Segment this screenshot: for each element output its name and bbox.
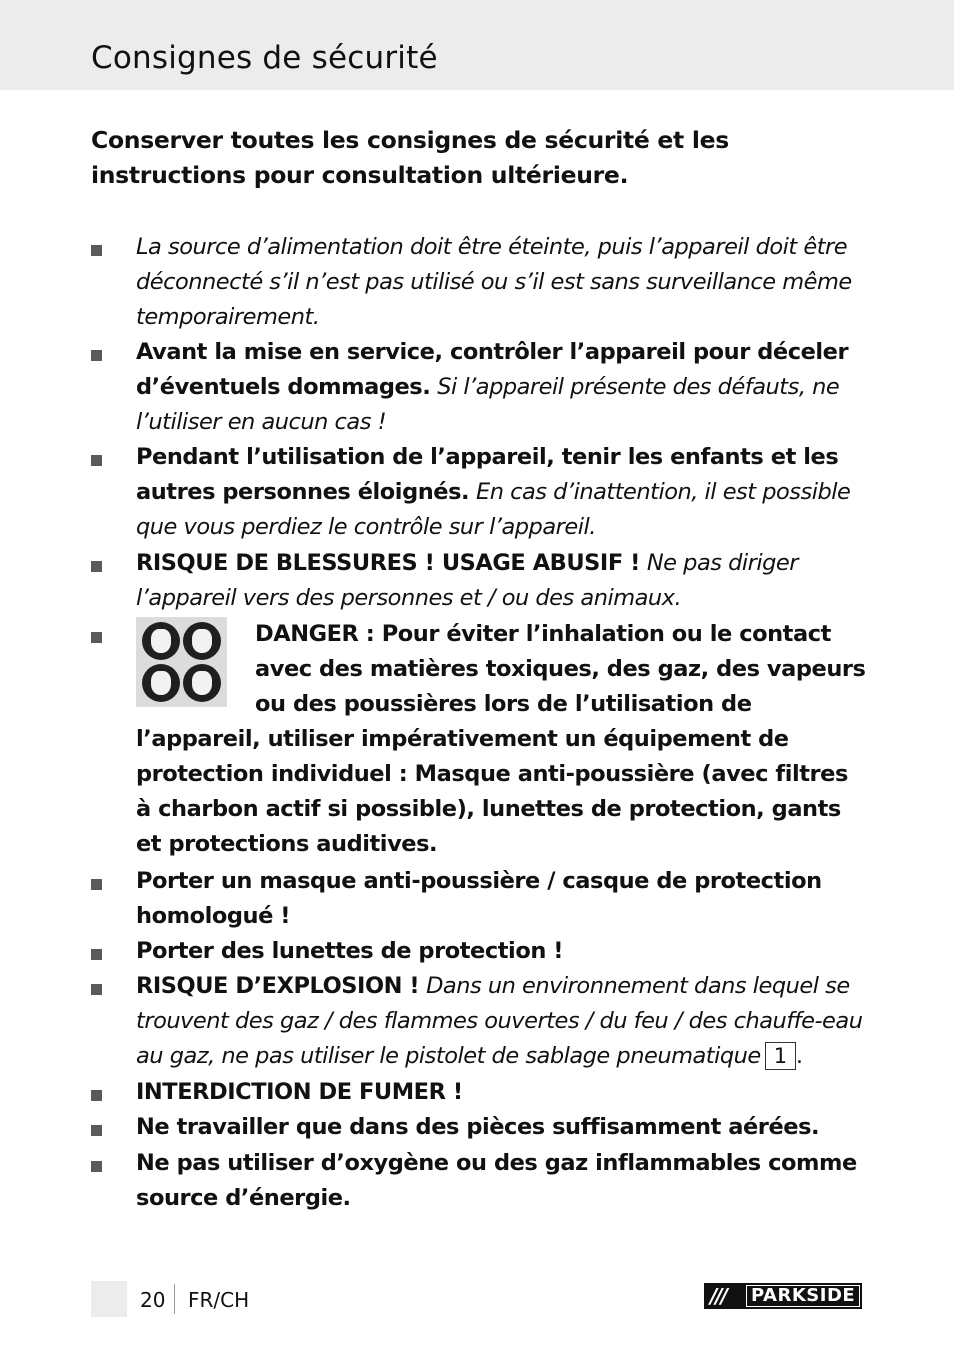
bullet-icon <box>91 632 102 643</box>
list-item <box>136 440 876 545</box>
item-text-bold: Porter un masque anti-poussière / casque de protection homologué ! <box>136 868 822 929</box>
list-item <box>136 1146 876 1216</box>
list-item <box>136 546 876 616</box>
item-text-italic: En cas d’inattention, il est possible que vous perdiez le contrôle sur l’appareil. <box>136 479 851 540</box>
list-item <box>136 617 866 862</box>
bullet-icon <box>91 455 102 466</box>
item-text-bold: Avant la mise en service, contrôler l’appareil pour déceler d’éventuels dommages. <box>136 339 849 400</box>
list-item <box>136 230 876 335</box>
list-item <box>136 335 876 440</box>
bullet-icon <box>91 350 102 361</box>
brand-logo <box>704 1283 862 1309</box>
intro-text: Conserver toutes les consignes de sécurité et les instructions pour consultation ultérieure. <box>91 126 729 189</box>
ppe-pictogram-icon <box>136 617 227 707</box>
list-item <box>136 1075 876 1110</box>
item-text-bold: RISQUE DE BLESSURES ! USAGE ABUSIF ! <box>136 550 640 576</box>
list-item <box>136 969 876 1074</box>
dust-mask-icon <box>142 622 180 660</box>
page-title: Consignes de sécurité <box>91 40 438 76</box>
brand-name: PARKSIDE <box>746 1285 860 1307</box>
item-text-bold: Porter des lunettes de protection ! <box>136 938 564 964</box>
item-text-bold: DANGER : Pour éviter l’inhalation ou le contact avec des matières toxiques, des gaz, des vapeurs ou des poussières lors de l’utilisation de l’appareil, utiliser impérativement un équipement de protection individuel : Masque anti-poussière (avec filtres à charbon actif si possible), lunettes de protection, gants et protections auditives. <box>136 621 866 857</box>
page-number: 20 <box>140 1288 166 1312</box>
item-text-bold: RISQUE D’EXPLOSION ! <box>136 973 420 999</box>
item-text-bold: INTERDICTION DE FUMER ! <box>136 1079 463 1105</box>
goggles-icon <box>142 664 180 702</box>
bullet-icon <box>91 1125 102 1136</box>
item-text-italic: La source d’alimentation doit être éteinte, puis l’appareil doit être déconnecté s’il n’est pas utilisé ou s’il est sans surveillance même temporairement. <box>136 234 852 330</box>
part-reference: 1 <box>765 1042 796 1070</box>
bullet-icon <box>91 1161 102 1172</box>
footer-band <box>91 1281 127 1317</box>
logo-slashes-icon: /// <box>710 1284 726 1308</box>
item-text-bold: Ne travailler que dans des pièces suffisamment aérées. <box>136 1114 820 1140</box>
item-text-bold: Ne pas utiliser d’oxygène ou des gaz inflammables comme source d’énergie. <box>136 1150 857 1211</box>
list-item <box>136 934 876 969</box>
bullet-icon <box>91 879 102 890</box>
ear-protection-icon <box>183 622 221 660</box>
bullet-icon <box>91 949 102 960</box>
item-text-tail: . <box>795 1043 803 1069</box>
footer-divider <box>174 1284 175 1314</box>
bullet-icon <box>91 1090 102 1101</box>
bullet-icon <box>91 984 102 995</box>
list-item <box>136 864 876 934</box>
language-code: FR/CH <box>188 1288 250 1312</box>
gloves-icon <box>183 664 221 702</box>
item-text-italic: Si l’appareil présente des défauts, ne l’utiliser en aucun cas ! <box>136 374 840 435</box>
bullet-icon <box>91 245 102 256</box>
bullet-icon <box>91 561 102 572</box>
item-text-bold: Pendant l’utilisation de l’appareil, tenir les enfants et les autres personnes éloignés. <box>136 444 839 505</box>
item-text-italic: Ne pas diriger l’appareil vers des personnes et / ou des animaux. <box>136 550 799 611</box>
item-text-italic: Dans un environnement dans lequel se trouvent des gaz / des flammes ouvertes / du feu / des chauffe-eau au gaz, ne pas utiliser le pistolet de sablage pneumatique <box>136 973 863 1069</box>
list-item <box>136 1110 896 1145</box>
